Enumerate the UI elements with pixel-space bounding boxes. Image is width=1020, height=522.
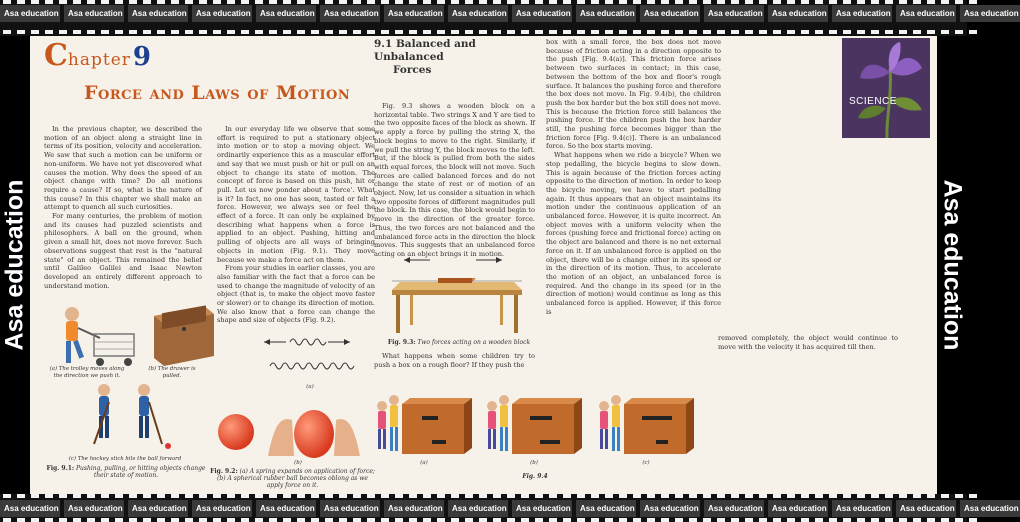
watermark-label: Asa education <box>320 5 380 22</box>
watermark-label: Asa education <box>384 500 444 517</box>
paragraph: box with a small force, the box does not move because of friction acting in a direction opposite to the push [Fig. 9.4(a)]. This friction force arises between two surfaces in contact; in this case, between the bottom of the box and floor's rough surface. It balances the pushing force and therefore the box does not move. In Fig. 9.4(b), the children push the box harder but the box still does not move. This is because the friction force still balances the pushing force. If the children push the box harder still, the pushing force becomes bigger than the friction force [Fig. 9.4(c)]. There is an unbalanced force. So the box starts moving. <box>546 38 721 151</box>
fig-9-1a-caption: (a) The trolley moves along the direction we push it. <box>49 366 125 379</box>
watermark-label: Asa education <box>512 5 572 22</box>
film-holes <box>0 494 967 498</box>
paragraph: What happens when we ride a bicycle? When we stop pedalling, the bicycle begins to slow down. This is again because of the friction forces acting opposite to the direction of motion. In order to keep the bicycle moving, we have to start pedalling again. It thus appears that an object maintains its motion under the continuous application of an unbalanced force. However, it is quite incorrect. An object moves with a uniform velocity when the forces (pushing force and frictional force) acting on the object are balanced and there is no net external force on it. If an unbalanced force is applied on the object, there will be a change either in its speed or in the direction of its motion. Thus, to accelerate the motion of an object, an unbalanced force is required. And the change in its speed (or in the direction of motion) would continue as long as this unbalanced force is applied. However, if this force is <box>546 151 721 316</box>
watermark-label: Asa education <box>896 5 956 22</box>
film-holes <box>0 518 967 522</box>
fig-9-3-caption <box>384 339 534 346</box>
fig-9-2-rubber-ball <box>210 396 370 466</box>
watermark-label: Asa education <box>832 5 892 22</box>
fig-9-2a-label: (a) <box>306 384 314 390</box>
section-number: 9.1 <box>374 38 393 50</box>
fig-9-1-label: Fig. 9.1: <box>46 465 75 472</box>
chapter-heading <box>44 38 194 76</box>
watermark-label: Asa education <box>64 5 124 22</box>
fig-9-1-hockey <box>84 382 174 454</box>
watermark-label: Asa education <box>960 5 1020 22</box>
paragraph: In the previous chapter, we described the motion of an object along a straight line in terms of its position, velocity and acceleration. We saw that such a motion can be uniform or non-uniform. We have not yet discovered what causes the motion. Why does the speed of an object change with time? Do all motions require a cause? If so, what is the nature of this cause? In this chapter we shall make an attempt to quench all such curiosities. <box>44 125 202 212</box>
watermark-label: Asa education <box>576 500 636 517</box>
watermark-row-top <box>0 5 1020 22</box>
chapter-title: Force and Laws of Motion <box>84 82 351 104</box>
watermark-label: Asa education <box>960 500 1020 517</box>
watermark-label: Asa education <box>192 5 252 22</box>
fig-9-1-caption <box>46 465 206 479</box>
watermark-label: Asa education <box>512 500 572 517</box>
watermark-label: Asa education <box>256 500 316 517</box>
paragraph: In our everyday life we observe that some effort is required to put a stationary object into motion or to stop a moving object. We ordinarily experience this as a muscular effort and say that we must push or hit or pull on an object to change its state of motion. The concept of force is based on this push, hit or pull. Let us now ponder about a 'force'. What is it? In fact, no one has seen, tasted or felt a force. However, we always see or feel the effect of a force. It can only be explained by describing what happens when a force is applied to an object. Pushing, hitting and pulling of objects are all ways of bringing objects in motion (Fig. 9.1). They move because we make a force act on them. <box>217 125 375 264</box>
watermark-label: Asa education <box>768 5 828 22</box>
fig-9-4b-scene <box>487 395 582 454</box>
fig-9-2-text: (a) A spring expands on application of force; (b) A spherical rubber ball becomes oblong as we apply force on it. <box>217 468 375 489</box>
fig-9-4c-label: (c) <box>642 460 650 466</box>
paragraph: Fig. 9.3 shows a wooden block on a horizontal table. Two strings X and Y are tied to the two opposite faces of the block as shown. If we apply a force by pulling the string X, the block begins to move to the right. Similarly, if we pull the string Y, the block moves to the left. But, if the block is pulled from both the sides with equal forces, the block will not move. Such forces are called balanced forces and do not change the state of rest or of motion of an object. Now, let us consider a situation in which two opposite forces of different magnitudes pull the block. In this case, the block would begin to move in the direction of the greater force. Thus, the two forces are not balanced and the unbalanced force acts in the direction the block moves. This suggests that an unbalanced force acting on an object brings it in motion. <box>374 102 535 258</box>
fig-9-4b-label: (b) <box>530 460 538 466</box>
flower-illustration <box>842 38 930 138</box>
fig-9-1c-caption: (c) The hockey stick hits the ball forward <box>68 456 182 462</box>
left-watermark-text: Asa education <box>0 179 29 351</box>
column-5 <box>718 334 898 351</box>
fig-9-1-text: Pushing, pulling, or hitting objects change their state of motion. <box>76 465 206 479</box>
fig-9-2-caption <box>210 468 375 489</box>
film-holes <box>0 30 967 34</box>
top-watermark-strip <box>0 0 1019 36</box>
paragraph: For many centuries, the problem of motion and its causes had puzzled scientists and philosophers. A ball on the ground, when given a small hit, does not move forever. Such observations suggest that rest is the "natural state" of an object. This remained the belief until Galileo Galilei and Isaac Newton developed an entirely different approach to understand motion. <box>44 212 202 290</box>
watermark-label: Asa education <box>128 500 188 517</box>
section-heading <box>374 38 544 77</box>
watermark-label: Asa education <box>256 5 316 22</box>
watermark-label: Asa education <box>384 5 444 22</box>
fig-9-4a-scene <box>377 395 472 454</box>
fig-9-4-pushing-boxes <box>374 392 714 468</box>
fig-9-2-label: Fig. 9.2: <box>210 468 238 475</box>
watermark-label: Asa education <box>448 500 508 517</box>
watermark-label: Asa education <box>896 500 956 517</box>
chapter-word: hapter <box>67 50 131 70</box>
paragraph: From your studies in earlier classes, you are also familiar with the fact that a force can be used to change the magnitude of velocity of an object (that is, to make the object move faster or slower) or to change its direction of motion. We also know that a force can change the shape and size of objects (Fig. 9.2). <box>217 264 375 325</box>
fig-9-2-spring <box>256 334 376 386</box>
bottom-watermark-strip <box>0 494 1019 522</box>
left-watermark-band <box>0 36 30 494</box>
fig-9-3-block-on-table <box>382 254 532 334</box>
watermark-label: Asa education <box>640 5 700 22</box>
science-book-cover <box>842 38 930 138</box>
column-2 <box>217 125 375 325</box>
watermark-label: Asa education <box>192 500 252 517</box>
fig-9-3-label: Fig. 9.3: <box>387 339 416 346</box>
watermark-label: Asa education <box>704 500 764 517</box>
cover-label: SCIENCE <box>849 96 897 107</box>
watermark-row-bottom <box>0 500 1020 517</box>
watermark-label: Asa education <box>768 500 828 517</box>
watermark-label: Asa education <box>448 5 508 22</box>
column-4 <box>546 38 721 317</box>
fig-9-4a-label: (a) <box>420 460 428 466</box>
fig-9-2b-label: (b) <box>294 460 302 466</box>
watermark-label: Asa education <box>0 500 60 517</box>
column-1 <box>44 125 202 290</box>
fig-9-4-caption: Fig. 9.4 <box>522 473 548 480</box>
fig-9-4c-scene <box>599 395 694 454</box>
chapter-number: 9 <box>132 42 151 72</box>
fig-9-1b-caption: (b) The drawer is pulled. <box>148 366 196 379</box>
watermark-label: Asa education <box>128 5 188 22</box>
watermark-label: Asa education <box>704 5 764 22</box>
column-3-continued <box>374 352 535 369</box>
section-title-line1: Balanced and Unbalanced <box>374 38 476 63</box>
textbook-spread <box>30 36 937 494</box>
column-3 <box>374 102 535 259</box>
chapter-initial: C <box>44 38 68 73</box>
watermark-label: Asa education <box>576 5 636 22</box>
fig-9-3-text: Two forces acting on a wooden block <box>417 339 531 346</box>
watermark-label: Asa education <box>320 500 380 517</box>
watermark-label: Asa education <box>64 500 124 517</box>
section-title-line2: Forces <box>393 64 432 76</box>
right-watermark-text: Asa education <box>938 179 967 351</box>
watermark-label: Asa education <box>640 500 700 517</box>
paragraph: removed completely, the object would continue to move with the velocity it has acquired till then. <box>718 334 898 351</box>
watermark-label: Asa education <box>0 5 60 22</box>
film-holes <box>0 0 967 4</box>
paragraph: What happens when some children try to push a box on a rough floor? If they push the <box>374 352 535 369</box>
right-watermark-band <box>937 36 967 494</box>
watermark-label: Asa education <box>832 500 892 517</box>
